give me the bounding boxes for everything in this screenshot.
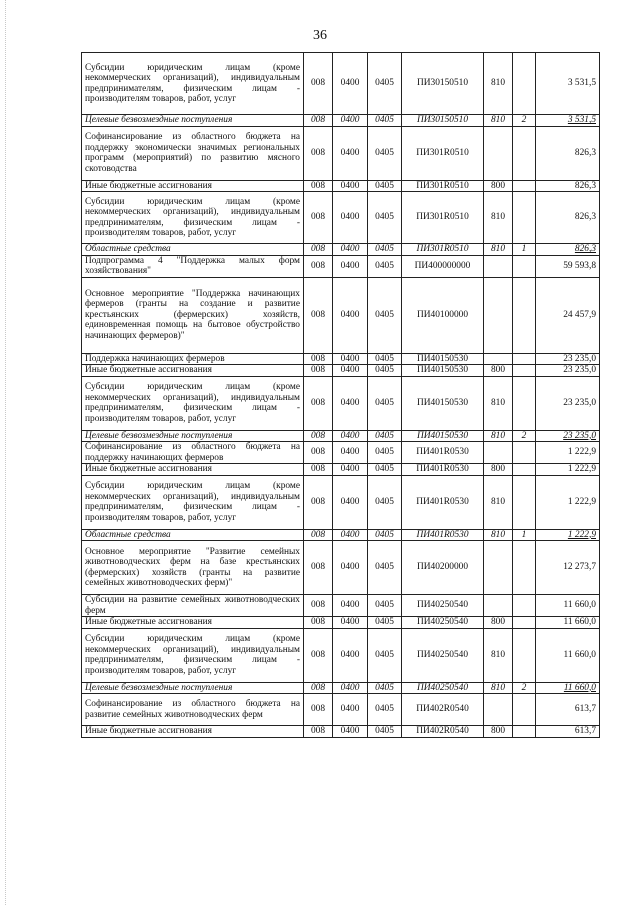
row-name: Иные бюджетные ассигнования xyxy=(82,180,304,192)
cell-section-code: 0400 xyxy=(333,53,368,115)
cell-target-code: ПИ40100000 xyxy=(402,277,484,353)
cell-amount: 23 235,0 xyxy=(536,353,600,365)
row-name: Основное мероприятие "Развитие семейных животноводческих ферм на базе крестьянских (фермерских) хозяйств (гранты на развитие семейных животноводческих ферм)" xyxy=(82,541,304,595)
cell-section-code: 0400 xyxy=(333,126,368,180)
cell-funding-source xyxy=(513,475,536,529)
cell-admin-code: 008 xyxy=(304,694,333,726)
cell-admin-code: 008 xyxy=(304,617,333,629)
cell-funding-source xyxy=(513,726,536,738)
cell-section-code: 0400 xyxy=(333,682,368,694)
cell-amount: 23 235,0 xyxy=(536,376,600,430)
table-row xyxy=(82,628,600,682)
cell-admin-code: 008 xyxy=(304,442,333,464)
row-name: Основное мероприятие "Поддержка начинающих фермеров (гранты на создание и развитие крестьянских (фермерских) хозяйств, единовременная помощь на бытовое обустройство начинающих фермеров)" xyxy=(82,277,304,353)
cell-section-code: 0400 xyxy=(333,541,368,595)
cell-target-code: ПИ401R0530 xyxy=(402,529,484,541)
cell-target-code: ПИ40150530 xyxy=(402,376,484,430)
row-name: Поддержка начинающих фермеров xyxy=(82,353,304,365)
table-row xyxy=(82,192,600,244)
cell-funding-source xyxy=(513,541,536,595)
cell-subsection-code: 0405 xyxy=(368,617,402,629)
cell-subsection-code: 0405 xyxy=(368,475,402,529)
table-row xyxy=(82,180,600,192)
cell-section-code: 0400 xyxy=(333,628,368,682)
cell-funding-source xyxy=(513,255,536,277)
cell-amount: 23 235,0 xyxy=(536,430,600,442)
cell-expense-type xyxy=(484,353,513,365)
cell-target-code: ПИ40150530 xyxy=(402,430,484,442)
cell-admin-code: 008 xyxy=(304,53,333,115)
cell-section-code: 0400 xyxy=(333,115,368,127)
cell-amount: 23 235,0 xyxy=(536,365,600,377)
cell-funding-source: 2 xyxy=(513,430,536,442)
cell-expense-type xyxy=(484,277,513,353)
cell-admin-code: 008 xyxy=(304,115,333,127)
row-name: Софинансирование из областного бюджета на поддержку экономически значимых региональных программ (мероприятий) по развитию мясного скотоводства xyxy=(82,126,304,180)
cell-funding-source xyxy=(513,353,536,365)
cell-amount: 11 660,0 xyxy=(536,617,600,629)
cell-expense-type: 800 xyxy=(484,726,513,738)
cell-expense-type xyxy=(484,255,513,277)
cell-funding-source xyxy=(513,126,536,180)
cell-subsection-code: 0405 xyxy=(368,430,402,442)
cell-section-code: 0400 xyxy=(333,192,368,244)
row-name: Областные средства xyxy=(82,529,304,541)
cell-funding-source xyxy=(513,53,536,115)
cell-section-code: 0400 xyxy=(333,529,368,541)
row-name: Иные бюджетные ассигнования xyxy=(82,617,304,629)
cell-subsection-code: 0405 xyxy=(368,376,402,430)
cell-section-code: 0400 xyxy=(333,464,368,476)
cell-amount: 59 593,8 xyxy=(536,255,600,277)
cell-expense-type xyxy=(484,595,513,617)
cell-expense-type: 810 xyxy=(484,244,513,256)
cell-admin-code: 008 xyxy=(304,277,333,353)
row-name: Иные бюджетные ассигнования xyxy=(82,726,304,738)
cell-subsection-code: 0405 xyxy=(368,726,402,738)
cell-target-code: ПИ301R0510 xyxy=(402,126,484,180)
cell-target-code: ПИ301R0510 xyxy=(402,244,484,256)
cell-funding-source xyxy=(513,192,536,244)
cell-admin-code: 008 xyxy=(304,475,333,529)
cell-target-code: ПИ40150530 xyxy=(402,365,484,377)
row-name: Подпрограмма 4 "Поддержка малых форм хозяйствования" xyxy=(82,255,304,277)
cell-section-code: 0400 xyxy=(333,475,368,529)
cell-admin-code: 008 xyxy=(304,365,333,377)
budget-table xyxy=(81,52,600,738)
cell-section-code: 0400 xyxy=(333,595,368,617)
cell-subsection-code: 0405 xyxy=(368,53,402,115)
cell-funding-source xyxy=(513,365,536,377)
cell-subsection-code: 0405 xyxy=(368,529,402,541)
table-row xyxy=(82,442,600,464)
cell-amount: 826,3 xyxy=(536,192,600,244)
cell-expense-type: 810 xyxy=(484,628,513,682)
cell-section-code: 0400 xyxy=(333,255,368,277)
cell-expense-type: 800 xyxy=(484,365,513,377)
cell-funding-source xyxy=(513,628,536,682)
cell-amount: 11 660,0 xyxy=(536,595,600,617)
row-name: Целевые безвозмездные поступления xyxy=(82,115,304,127)
cell-admin-code: 008 xyxy=(304,595,333,617)
cell-admin-code: 008 xyxy=(304,430,333,442)
cell-section-code: 0400 xyxy=(333,376,368,430)
cell-expense-type: 810 xyxy=(484,376,513,430)
cell-amount: 613,7 xyxy=(536,726,600,738)
cell-expense-type: 800 xyxy=(484,617,513,629)
cell-expense-type: 810 xyxy=(484,192,513,244)
cell-admin-code: 008 xyxy=(304,726,333,738)
cell-funding-source: 1 xyxy=(513,244,536,256)
cell-admin-code: 008 xyxy=(304,244,333,256)
cell-funding-source xyxy=(513,442,536,464)
cell-amount: 826,3 xyxy=(536,180,600,192)
cell-admin-code: 008 xyxy=(304,682,333,694)
cell-target-code: ПИ40250540 xyxy=(402,628,484,682)
row-name: Софинансирование из областного бюджета на развитие семейных животноводческих ферм xyxy=(82,694,304,726)
cell-amount: 11 660,0 xyxy=(536,628,600,682)
table-row xyxy=(82,595,600,617)
cell-target-code: ПИ30150510 xyxy=(402,53,484,115)
cell-subsection-code: 0405 xyxy=(368,694,402,726)
cell-target-code: ПИ40150530 xyxy=(402,353,484,365)
table-row xyxy=(82,430,600,442)
cell-section-code: 0400 xyxy=(333,244,368,256)
cell-target-code: ПИ301R0510 xyxy=(402,180,484,192)
cell-section-code: 0400 xyxy=(333,442,368,464)
cell-funding-source xyxy=(513,617,536,629)
cell-admin-code: 008 xyxy=(304,376,333,430)
cell-target-code: ПИ400000000 xyxy=(402,255,484,277)
cell-expense-type: 800 xyxy=(484,180,513,192)
table-row xyxy=(82,682,600,694)
cell-subsection-code: 0405 xyxy=(368,126,402,180)
cell-subsection-code: 0405 xyxy=(368,541,402,595)
cell-section-code: 0400 xyxy=(333,430,368,442)
cell-target-code: ПИ401R0530 xyxy=(402,475,484,529)
cell-amount: 1 222,9 xyxy=(536,529,600,541)
cell-target-code: ПИ301R0510 xyxy=(402,192,484,244)
cell-expense-type xyxy=(484,694,513,726)
cell-amount: 826,3 xyxy=(536,244,600,256)
cell-funding-source xyxy=(513,376,536,430)
cell-admin-code: 008 xyxy=(304,464,333,476)
table-row xyxy=(82,541,600,595)
cell-admin-code: 008 xyxy=(304,628,333,682)
row-name: Иные бюджетные ассигнования xyxy=(82,365,304,377)
cell-section-code: 0400 xyxy=(333,617,368,629)
cell-target-code: ПИ401R0530 xyxy=(402,464,484,476)
cell-subsection-code: 0405 xyxy=(368,628,402,682)
cell-expense-type: 810 xyxy=(484,115,513,127)
cell-expense-type: 810 xyxy=(484,430,513,442)
cell-section-code: 0400 xyxy=(333,365,368,377)
cell-amount: 24 457,9 xyxy=(536,277,600,353)
cell-admin-code: 008 xyxy=(304,255,333,277)
table-row xyxy=(82,126,600,180)
cell-admin-code: 008 xyxy=(304,541,333,595)
cell-target-code: ПИ402R0540 xyxy=(402,726,484,738)
cell-target-code: ПИ40250540 xyxy=(402,595,484,617)
cell-target-code: ПИ40250540 xyxy=(402,682,484,694)
row-name: Субсидии юридическим лицам (кроме некоммерческих организаций), индивидуальным предпринимателям, физическим лицам - производителям товаров, работ, услуг xyxy=(82,376,304,430)
row-name: Целевые безвозмездные поступления xyxy=(82,430,304,442)
binding-margin-line xyxy=(5,0,7,905)
cell-funding-source: 2 xyxy=(513,682,536,694)
table-row xyxy=(82,726,600,738)
cell-subsection-code: 0405 xyxy=(368,180,402,192)
cell-subsection-code: 0405 xyxy=(368,277,402,353)
row-name: Иные бюджетные ассигнования xyxy=(82,464,304,476)
cell-subsection-code: 0405 xyxy=(368,255,402,277)
row-name: Субсидии юридическим лицам (кроме некоммерческих организаций), индивидуальным предпринимателям, физическим лицам - производителям товаров, работ, услуг xyxy=(82,628,304,682)
cell-funding-source xyxy=(513,464,536,476)
table-row xyxy=(82,244,600,256)
table-row xyxy=(82,464,600,476)
cell-expense-type xyxy=(484,541,513,595)
cell-amount: 11 660,0 xyxy=(536,682,600,694)
page-number: 36 xyxy=(313,28,327,43)
cell-expense-type xyxy=(484,442,513,464)
cell-admin-code: 008 xyxy=(304,180,333,192)
cell-amount: 826,3 xyxy=(536,126,600,180)
table-row xyxy=(82,277,600,353)
table-row xyxy=(82,617,600,629)
cell-section-code: 0400 xyxy=(333,694,368,726)
cell-admin-code: 008 xyxy=(304,353,333,365)
row-name: Софинансирование из областного бюджета на поддержку начинающих фермеров xyxy=(82,442,304,464)
cell-amount: 12 273,7 xyxy=(536,541,600,595)
cell-subsection-code: 0405 xyxy=(368,353,402,365)
cell-section-code: 0400 xyxy=(333,180,368,192)
cell-admin-code: 008 xyxy=(304,126,333,180)
cell-target-code: ПИ40200000 xyxy=(402,541,484,595)
cell-subsection-code: 0405 xyxy=(368,595,402,617)
cell-subsection-code: 0405 xyxy=(368,442,402,464)
cell-amount: 613,7 xyxy=(536,694,600,726)
table-row xyxy=(82,255,600,277)
cell-target-code: ПИ40250540 xyxy=(402,617,484,629)
table-row xyxy=(82,115,600,127)
row-name: Областные средства xyxy=(82,244,304,256)
cell-funding-source xyxy=(513,180,536,192)
table-row xyxy=(82,475,600,529)
table-row xyxy=(82,694,600,726)
cell-subsection-code: 0405 xyxy=(368,365,402,377)
table-row xyxy=(82,353,600,365)
cell-subsection-code: 0405 xyxy=(368,464,402,476)
cell-subsection-code: 0405 xyxy=(368,244,402,256)
cell-expense-type: 810 xyxy=(484,475,513,529)
row-name: Субсидии юридическим лицам (кроме некоммерческих организаций), индивидуальным предпринимателям, физическим лицам - производителям товаров, работ, услуг xyxy=(82,53,304,115)
cell-section-code: 0400 xyxy=(333,277,368,353)
cell-amount: 3 531,5 xyxy=(536,115,600,127)
cell-funding-source: 2 xyxy=(513,115,536,127)
cell-funding-source xyxy=(513,595,536,617)
cell-funding-source: 1 xyxy=(513,529,536,541)
cell-funding-source xyxy=(513,277,536,353)
row-name: Целевые безвозмездные поступления xyxy=(82,682,304,694)
cell-expense-type: 810 xyxy=(484,682,513,694)
table-row xyxy=(82,365,600,377)
cell-admin-code: 008 xyxy=(304,192,333,244)
row-name: Субсидии на развитие семейных животноводческих ферм xyxy=(82,595,304,617)
cell-section-code: 0400 xyxy=(333,726,368,738)
cell-expense-type: 810 xyxy=(484,53,513,115)
table-row xyxy=(82,529,600,541)
cell-expense-type: 800 xyxy=(484,464,513,476)
cell-amount: 3 531,5 xyxy=(536,53,600,115)
cell-amount: 1 222,9 xyxy=(536,442,600,464)
cell-expense-type: 810 xyxy=(484,529,513,541)
cell-target-code: ПИ30150510 xyxy=(402,115,484,127)
cell-amount: 1 222,9 xyxy=(536,475,600,529)
cell-amount: 1 222,9 xyxy=(536,464,600,476)
cell-subsection-code: 0405 xyxy=(368,192,402,244)
table-row xyxy=(82,376,600,430)
cell-expense-type xyxy=(484,126,513,180)
row-name: Субсидии юридическим лицам (кроме некоммерческих организаций), индивидуальным предпринимателям, физическим лицам - производителям товаров, работ, услуг xyxy=(82,475,304,529)
cell-subsection-code: 0405 xyxy=(368,115,402,127)
cell-funding-source xyxy=(513,694,536,726)
row-name: Субсидии юридическим лицам (кроме некоммерческих организаций), индивидуальным предпринимателям, физическим лицам - производителям товаров, работ, услуг xyxy=(82,192,304,244)
cell-target-code: ПИ401R0530 xyxy=(402,442,484,464)
cell-subsection-code: 0405 xyxy=(368,682,402,694)
table-row xyxy=(82,53,600,115)
cell-target-code: ПИ402R0540 xyxy=(402,694,484,726)
cell-admin-code: 008 xyxy=(304,529,333,541)
cell-section-code: 0400 xyxy=(333,353,368,365)
